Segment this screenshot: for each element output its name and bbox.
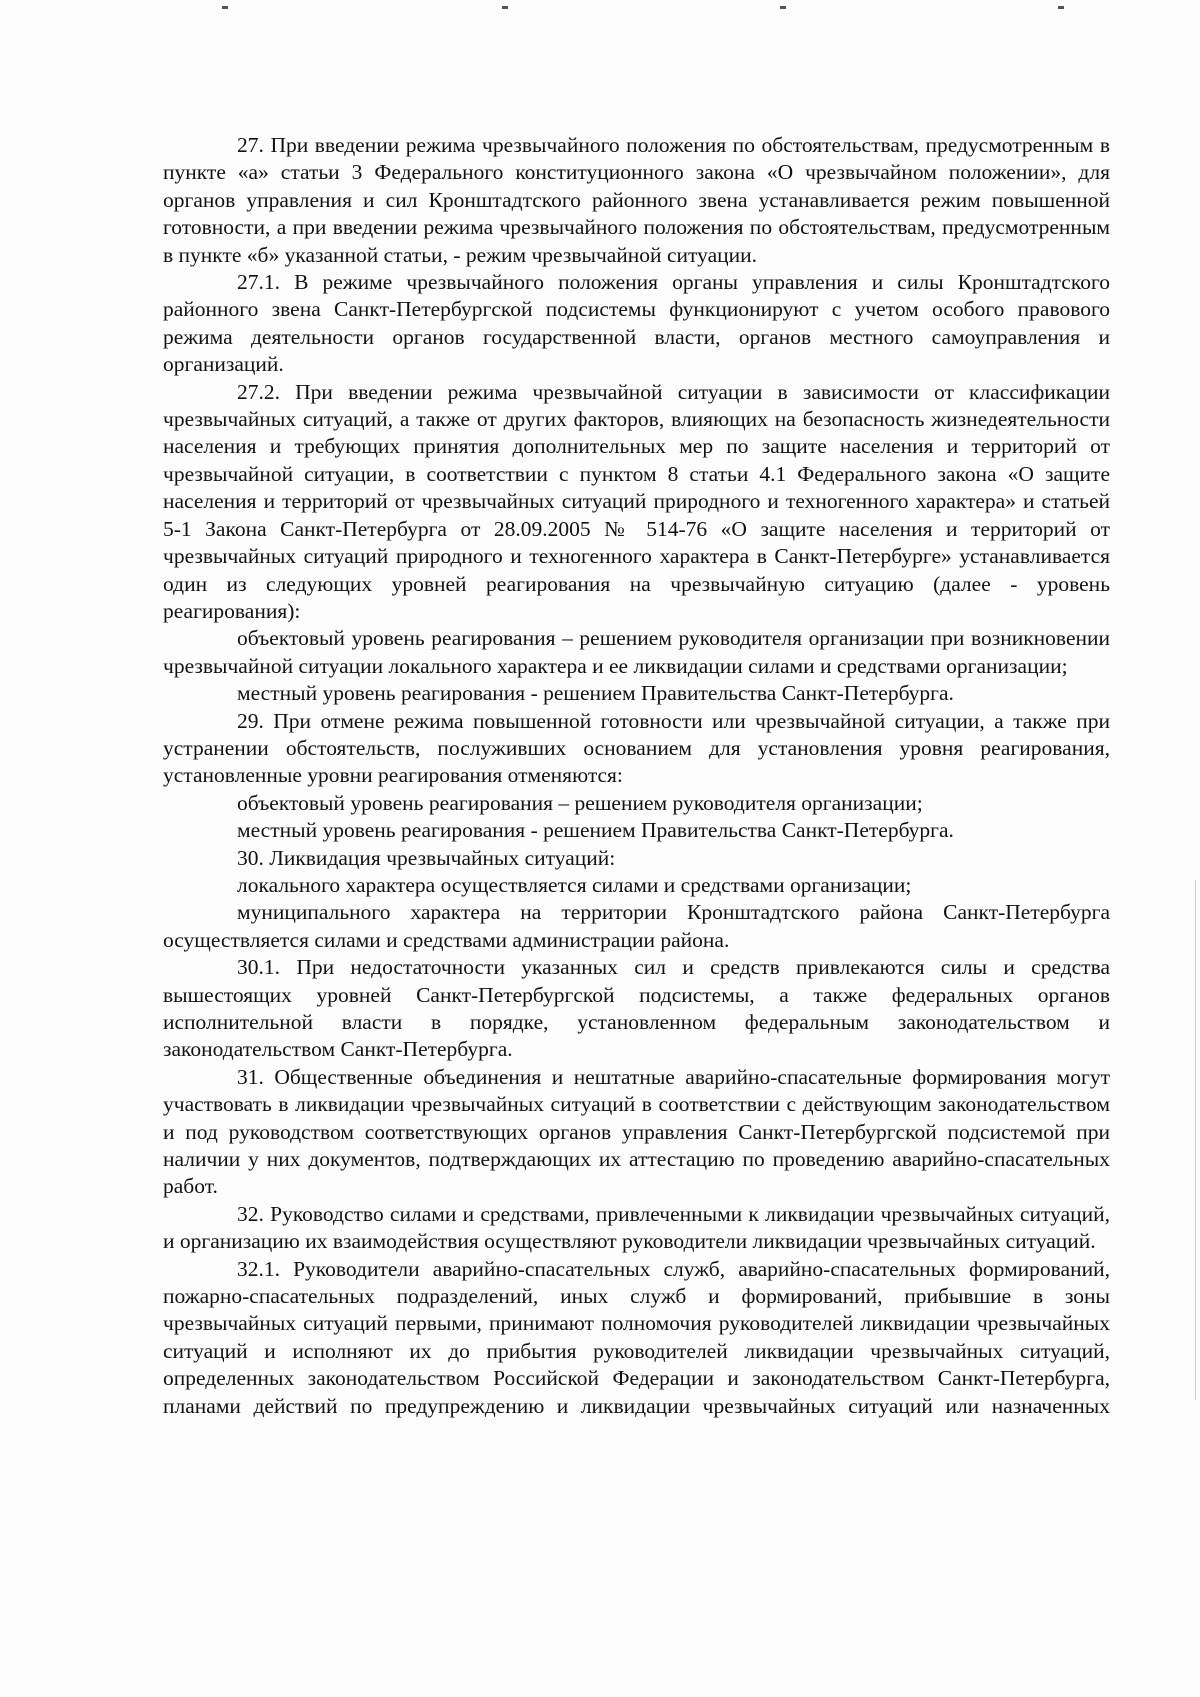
list-item-object-level: объектовый уровень реагирования – решением руководителя организации при возникновении чрезвычайной ситуации локального характера и ее ликвидации силами и средствами организации; — [163, 626, 1110, 678]
paragraph-27: 27. При введении режима чрезвычайного положения по обстоятельствам, предусмотренным в пункте «а» статьи 3 Федерального конституционного закона «О чрезвычайном положении», для органов управления и сил Кронштадтского районного звена устанавливается режим повышенной готовности, а при введении режима чрезвычайного положения по обстоятельствам, предусмотренным в пункте «б» указанной статьи, - режим чрезвычайной ситуации. — [163, 133, 1110, 267]
list-item-municipal-character: муниципального характера на территории Кронштадтского района Санкт-Петербурга осуществляется силами и средствами администрации района. — [163, 900, 1110, 952]
paragraph-32: 32. Руководство силами и средствами, привлеченными к ликвидации чрезвычайных ситуаций, и организацию их взаимодействия осуществляют руководители ликвидации чрезвычайных ситуаций. — [163, 1201, 1110, 1254]
scan-edge-line — [1195, 880, 1196, 1400]
document-body — [163, 132, 1110, 1420]
list-item-object-level-cancel: объектовый уровень реагирования – решением руководителя организации; — [237, 790, 923, 815]
scan-marks — [0, 0, 1200, 20]
paragraph-27-1: 27.1. В режиме чрезвычайного положения органы управления и силы Кронштадтского районного звена Санкт-Петербургской подсистемы функционируют с учетом особого правового режима деятельности органов государственной власти, органов местного самоуправления и организаций. — [163, 270, 1110, 377]
paragraph-27-2: 27.2. При введении режима чрезвычайной ситуации в зависимости от классификации чрезвычайных ситуаций, а также от других факторов, влияющих на безопасность жизнедеятельности населения и требующих принятия дополнительных мер по защите населения и территорий от чрезвычайной ситуации, в соответствии с пунктом 8 статьи 4.1 Федерального закона «О защите населения и территорий от чрезвычайных ситуаций природного и техногенного характера» и статьей 5-1 Закона Санкт-Петербурга от 28.09.2005 № 514-76 «О защите населения и территорий от чрезвычайных ситуаций природного и техногенного характера в Санкт-Петербурге» устанавливается один из следующих уровней реагирования на чрезвычайную ситуацию (далее - уровень реагирования): — [163, 379, 1110, 623]
paragraph-32-1: 32.1. Руководители аварийно-спасательных служб, аварийно-спасательных формирований, пожарно-спасательных подразделений, иных служб и формирований, прибывшие в зоны чрезвычайных ситуаций первыми, принимают полномочия руководителей ликвидации чрезвычайных ситуаций и исполняют их до прибытия руководителей ликвидации чрезвычайных ситуаций, определенных законодательством Российской Федерации и законодательством Санкт-Петербурга, планами действий по предупреждению и ликвидации чрезвычайных ситуаций или назначенных — [163, 1256, 1110, 1418]
paragraph-31: 31. Общественные объединения и нештатные аварийно-спасательные формирования могут участвовать в ликвидации чрезвычайных ситуаций в соответствии с действующим законодательством и под руководством соответствующих органов управления Санкт-Петербургской подсистемой при наличии у них документов, подтверждающих их аттестацию по проведению аварийно-спасательных работ. — [163, 1064, 1110, 1199]
list-item-local-level-cancel: местный уровень реагирования - решением Правительства Санкт-Петербурга. — [237, 818, 954, 843]
paragraph-30-1: 30.1. При недостаточности указанных сил и средств привлекаются силы и средства вышестоящих уровней Санкт-Петербургской подсистемы, а также федеральных органов исполнительной власти в порядке, установленном федеральным законодательством и законодательством Санкт-Петербурга. — [163, 955, 1110, 1062]
list-item-local-level: местный уровень реагирования - решением Правительства Санкт-Петербурга. — [237, 681, 954, 706]
list-item-local-character: локального характера осуществляется силами и средствами организации; — [237, 872, 912, 897]
paragraph-30: 30. Ликвидация чрезвычайных ситуаций: — [237, 845, 616, 870]
paragraph-29: 29. При отмене режима повышенной готовности или чрезвычайной ситуации, а также при устранении обстоятельств, послуживших основанием для установления уровня реагирования, установленные уровни реагирования отменяются: — [163, 708, 1110, 788]
